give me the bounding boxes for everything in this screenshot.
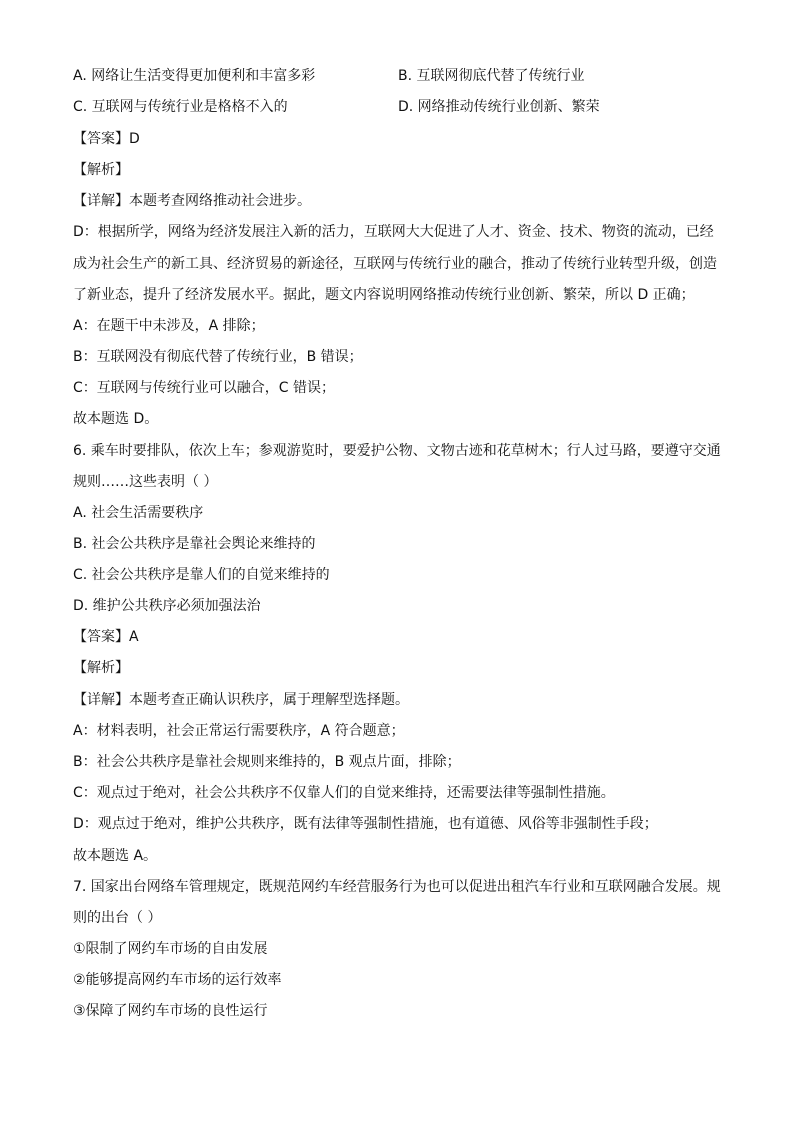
q5-detail-line: D：根据所学，网络为经济发展注入新的活力，互联网大大促进了人才、资金、技术、物资的流动，已经 xyxy=(73,224,714,240)
q5-option-a: A. 网络让生活变得更加便利和丰富多彩 xyxy=(73,68,316,84)
q6-analysis-title: 【解析】 xyxy=(73,660,129,676)
q5-detail-line: A：在题干中未涉及，A 排除； xyxy=(73,318,265,334)
q6-detail-line: A：材料表明，社会正常运行需要秩序，A 符合题意； xyxy=(73,723,405,739)
q5-detail-line: 了新业态，提升了经济发展水平。据此，题文内容说明网络推动传统行业创新、繁荣，所以 D 正确； xyxy=(73,287,695,303)
q7-stem-line: 则的出台（ ） xyxy=(73,910,162,926)
q5-option-b: B. 互联网彻底代替了传统行业 xyxy=(398,68,585,84)
q6-detail-line: 【详解】本题考查正确认识秩序，属于理解型选择题。 xyxy=(73,692,409,708)
q7-item: ①限制了网约车市场的自由发展 xyxy=(73,941,268,957)
q6-detail-line: B：社会公共秩序是靠社会规则来维持的，B 观点片面，排除； xyxy=(73,754,461,770)
q5-detail-line: C：互联网与传统行业可以融合，C 错误； xyxy=(73,380,335,396)
q5-option-d: D. 网络推动传统行业创新、繁荣 xyxy=(398,99,600,115)
q5-detail-line: B：互联网没有彻底代替了传统行业，B 错误； xyxy=(73,349,363,365)
q5-answer: 【答案】D xyxy=(73,131,140,147)
q5-option-c: C. 互联网与传统行业是格格不入的 xyxy=(73,99,288,115)
q5-analysis-title: 【解析】 xyxy=(73,162,129,178)
q5-detail-line: 故本题选 D。 xyxy=(73,411,159,427)
q6-detail-line: D：观点过于绝对，维护公共秩序，既有法律等强制性措施，也有道德、风俗等非强制性手段； xyxy=(73,816,658,832)
q7-item: ②能够提高网约车市场的运行效率 xyxy=(73,972,282,988)
q6-option-b: B. 社会公共秩序是靠社会舆论来维持的 xyxy=(73,536,316,552)
q6-detail-line: 故本题选 A。 xyxy=(73,848,158,864)
q6-option-d: D. 维护公共秩序必须加强法治 xyxy=(73,598,261,614)
q6-option-c: C. 社会公共秩序是靠人们的自觉来维持的 xyxy=(73,567,330,583)
q6-answer: 【答案】A xyxy=(73,629,139,645)
q5-detail-line: 【详解】本题考查网络推动社会进步。 xyxy=(73,193,311,209)
q6-stem-line: 6. 乘车时要排队，依次上车；参观游览时，要爱护公物、文物古迹和花草树木；行人过马路，要遵守交通 xyxy=(73,443,721,459)
q5-detail-line: 成为社会生产的新工具、经济贸易的新途径，互联网与传统行业的融合，推动了传统行业转型升级，创造 xyxy=(73,256,717,272)
q6-stem-line: 规则……这些表明（ ） xyxy=(73,474,218,490)
q7-stem-line: 7. 国家出台网络车管理规定，既规范网约车经营服务行为也可以促进出租汽车行业和互联网融合发展。规 xyxy=(73,879,721,895)
q6-detail-line: C：观点过于绝对，社会公共秩序不仅靠人们的自觉来维持，还需要法律等强制性措施。 xyxy=(73,785,615,801)
q6-option-a: A. 社会生活需要秩序 xyxy=(73,505,204,521)
q7-item: ③保障了网约车市场的良性运行 xyxy=(73,1003,268,1019)
